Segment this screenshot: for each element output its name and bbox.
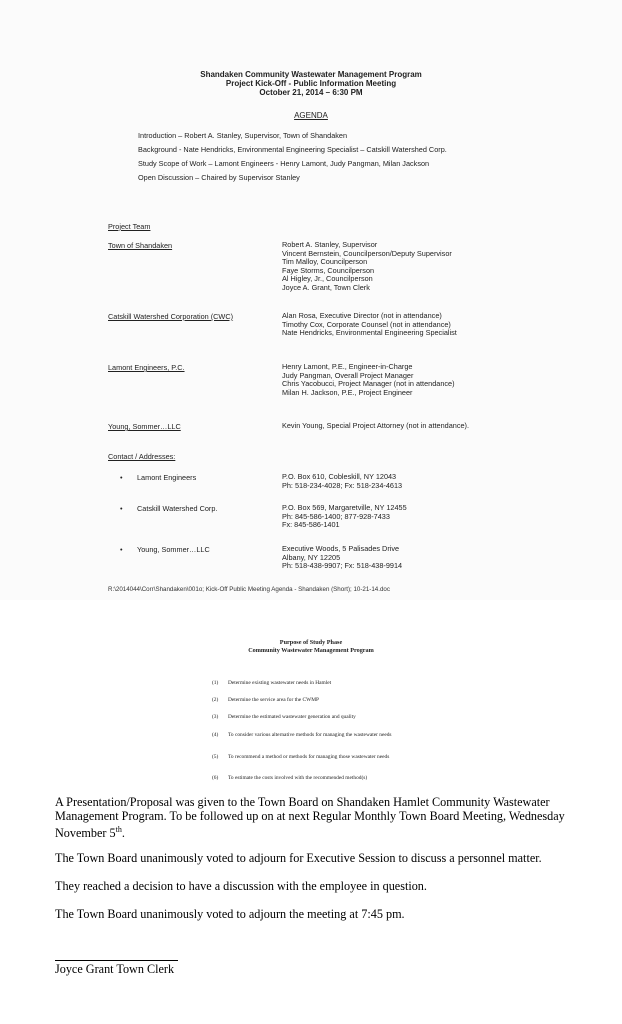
minutes-paragraph: The Town Board unanimously voted to adjourn for Executive Session to discuss a personnel matter. bbox=[55, 851, 542, 865]
purpose-item-number: (3) bbox=[212, 714, 219, 720]
bullet-icon: • bbox=[120, 504, 123, 513]
contact-address bbox=[282, 545, 512, 571]
team-member: Milan H. Jackson, P.E., Project Engineer bbox=[282, 387, 413, 397]
team-member: Timothy Cox, Corporate Counsel (not in attendance) bbox=[282, 319, 451, 329]
agenda-list bbox=[138, 131, 468, 187]
program-title: Shandaken Community Wastewater Management Program bbox=[200, 70, 422, 79]
minutes-paragraph bbox=[55, 795, 575, 840]
file-path: R:\2014044\Corr\Shandaken\001o; Kick-Off Public Meeting Agenda - Shandaken (Short); 10-21-14.doc bbox=[108, 586, 390, 593]
team-member: Henry Lamont, P.E., Engineer-in-Charge bbox=[282, 362, 413, 371]
contact-address bbox=[282, 504, 512, 530]
agenda-item: Introduction – Robert A. Stanley, Supervisor, Town of Shandaken bbox=[138, 131, 348, 140]
address-line: Albany, NY 12205 bbox=[282, 552, 341, 562]
address-line: P.O. Box 569, Margaretville, NY 12455 bbox=[282, 503, 407, 512]
address-line: Ph: 845-586-1400; 877-928-7433 bbox=[282, 511, 390, 521]
address-line: Ph: 518-438-9907; Fx: 518-438-9914 bbox=[282, 561, 403, 571]
purpose-item-text: Determine the estimated wastewater generation and quality bbox=[228, 714, 356, 720]
meeting-title: Project Kick-Off - Public Information Meeting bbox=[225, 79, 397, 88]
team-member: Nate Hendricks, Environmental Engineering Specialist bbox=[282, 328, 457, 338]
contact-name: Catskill Watershed Corp. bbox=[137, 504, 218, 513]
team-org-cwc: Catskill Watershed Corporation (CWC) bbox=[108, 312, 234, 321]
agenda-item: Open Discussion – Chaired by Supervisor Stanley bbox=[138, 173, 300, 182]
team-member: Faye Storms, Councilperson bbox=[282, 265, 375, 275]
purpose-item-text: Determine the service area for the CWMP bbox=[228, 697, 320, 703]
bullet-icon: • bbox=[120, 545, 123, 554]
meeting-date: October 21, 2014 – 6:30 PM bbox=[259, 88, 363, 97]
purpose-subtitle: Community Wastewater Management Program bbox=[248, 647, 374, 654]
team-member: Robert A. Stanley, Supervisor bbox=[282, 240, 378, 249]
team-org-young: Young, Sommer…LLC bbox=[108, 422, 181, 431]
team-member: Chris Yacobucci, Project Manager (not in attendance) bbox=[282, 379, 455, 389]
signature: Joyce Grant Town Clerk bbox=[55, 962, 175, 976]
project-team-heading: Project Team bbox=[108, 222, 151, 231]
purpose-item-text: To consider various alternative methods for managing the wastewater needs bbox=[228, 732, 392, 738]
purpose-title: Purpose of Study Phase bbox=[279, 639, 343, 646]
purpose-item-text: Determine existing wastewater needs in Hamlet bbox=[228, 680, 332, 686]
team-member: Judy Pangman, Overall Project Manager bbox=[282, 370, 414, 380]
address-line: P.O. Box 610, Cobleskill, NY 12043 bbox=[282, 472, 397, 481]
contact-name: Lamont Engineers bbox=[137, 473, 197, 482]
contact-address bbox=[282, 473, 512, 490]
team-members-cwc bbox=[282, 312, 512, 338]
purpose-item-number: (4) bbox=[212, 732, 219, 738]
team-org-lamont: Lamont Engineers, P.C. bbox=[108, 363, 185, 372]
minutes-text: A Presentation/Proposal was given to the Town Board on Shandaken Hamlet Community Wastewater Management Program. To be followed up on at next Regular Monthly Town Board Meeting, Wednesday November 5 bbox=[55, 795, 565, 841]
purpose-item-number: (1) bbox=[212, 680, 219, 686]
purpose-item-text: To recommend a method or methods for managing those wastewater needs bbox=[228, 754, 390, 760]
address-line: Ph: 518-234-4028; Fx: 518-234-4613 bbox=[282, 480, 403, 490]
team-member: Alan Rosa, Executive Director (not in attendance) bbox=[282, 311, 442, 320]
address-line: Fx: 845-586-1401 bbox=[282, 520, 340, 530]
team-member: Joyce A. Grant, Town Clerk bbox=[282, 282, 370, 292]
team-member: Vincent Bernstein, Councilperson/Deputy Supervisor bbox=[282, 248, 452, 258]
team-members-town bbox=[282, 241, 512, 293]
bullet-icon: • bbox=[120, 473, 123, 482]
purpose-item-text: To estimate the costs involved with the recommended method(s) bbox=[228, 775, 368, 781]
purpose-item-number: (6) bbox=[212, 775, 219, 781]
agenda-item: Background - Nate Hendricks, Environmental Engineering Specialist – Catskill Watershed Corp. bbox=[138, 145, 447, 154]
purpose-item-number: (5) bbox=[212, 754, 219, 760]
contacts-heading: Contact / Addresses: bbox=[108, 452, 176, 461]
minutes-paragraph: The Town Board unanimously voted to adjourn the meeting at 7:45 pm. bbox=[55, 907, 405, 921]
signature-line bbox=[55, 960, 178, 961]
team-org-town: Town of Shandaken bbox=[108, 241, 173, 250]
address-line: Executive Woods, 5 Palisades Drive bbox=[282, 544, 400, 553]
minutes-paragraph: They reached a decision to have a discussion with the employee in question. bbox=[55, 879, 427, 893]
team-member: Al Higley, Jr., Councilperson bbox=[282, 274, 373, 284]
team-members-lamont bbox=[282, 363, 512, 397]
purpose-item-number: (2) bbox=[212, 697, 219, 703]
team-member: Kevin Young, Special Project Attorney (not in attendance). bbox=[282, 421, 470, 430]
team-members-young bbox=[282, 422, 512, 431]
team-member: Tim Malloy, Councilperson bbox=[282, 257, 368, 267]
agenda-item: Study Scope of Work – Lamont Engineers - Henry Lamont, Judy Pangman, Milan Jackson bbox=[138, 159, 430, 168]
minutes-text-end: . bbox=[121, 826, 125, 841]
contact-name: Young, Sommer…LLC bbox=[137, 545, 210, 554]
ordinal-suffix: th bbox=[115, 825, 122, 834]
agenda-title: AGENDA bbox=[294, 111, 328, 120]
